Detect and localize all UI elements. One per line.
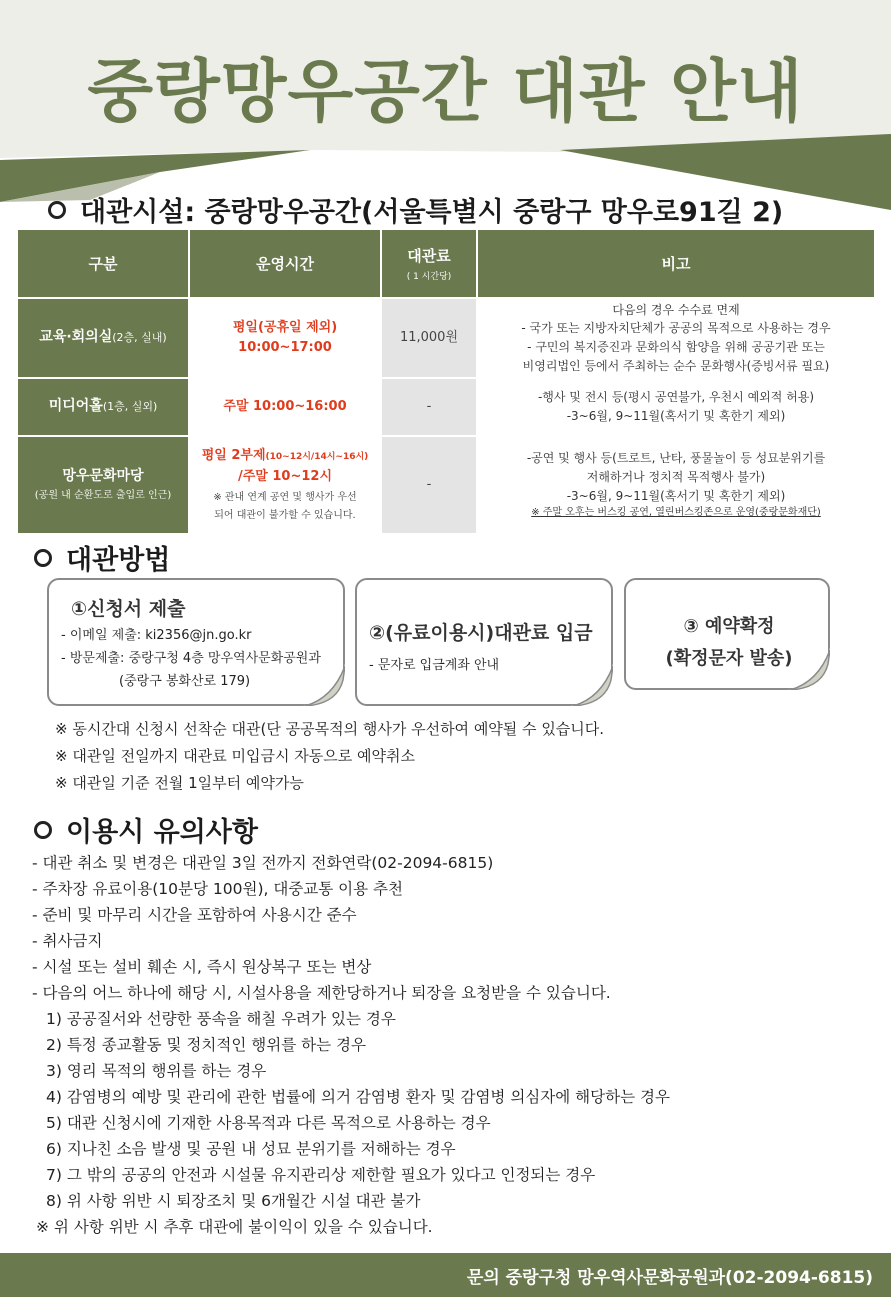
step-line: - 방문제출: 중랑구청 4층 망우역사문화공원과 [61, 651, 321, 666]
note-item: ※ 대관일 전일까지 대관료 미입금시 자동으로 예약취소 [55, 747, 415, 765]
method-heading-text: 대관방법 [66, 545, 171, 576]
hours-line-small: (10~12시/14시~16시) [265, 452, 369, 463]
row-note [477, 378, 875, 436]
note-line: -3~6월, 9~11월(혹서기 및 혹한기 제외) [566, 409, 786, 423]
cautions-footnote: ※ 위 사항 위반 시 추후 대관에 불이익이 있을 수 있습니다. [36, 1218, 433, 1236]
row-fee: - [381, 378, 477, 436]
note-line: 비영리법인 등에서 주최하는 순수 문화행사(증빙서류 필요) [522, 358, 830, 373]
header-hours: 운영시간 [189, 229, 381, 298]
row-category [17, 436, 189, 534]
category-sub: (1층, 실외) [102, 400, 158, 414]
cautions-list [32, 850, 670, 1240]
circle-bullet-icon [34, 549, 52, 567]
facility-table [16, 228, 876, 535]
hours-line: 평일(공휴일 제외) [232, 319, 338, 335]
cautions-heading-text: 이용시 유의사항 [66, 817, 258, 848]
note-line: 저해하거나 정치적 목적행사 불가) [586, 469, 766, 484]
list-sub-item: 7) 그 밖의 공공의 안전과 시설물 유지관리상 제한할 필요가 있다고 인정되는 경우 [46, 1166, 596, 1184]
page-title: 중랑망우공간 대관 안내 [87, 53, 804, 132]
table-row [17, 378, 875, 436]
facility-heading-text: 대관시설: 중랑망우공간(서울특별시 중랑구 망우로91길 2) [80, 197, 784, 228]
header-fee [381, 229, 477, 298]
circle-bullet-icon [48, 201, 66, 219]
step-card-payment [355, 578, 613, 706]
header-note: 비고 [477, 229, 875, 298]
note-underline: ※ 주말 오후는 버스킹 공연, 열린버스킹존으로 운영(중랑문화재단) [531, 507, 821, 519]
list-sub-item: 4) 감염병의 예방 및 관리에 관한 법률에 의거 감염병 환자 및 감염병 의심자에 해당하는 경우 [46, 1088, 670, 1106]
method-notes [55, 716, 604, 797]
list-sub-item: 1) 공공질서와 선량한 풍속을 해칠 우려가 있는 경우 [46, 1010, 396, 1028]
note-line: -공연 및 행사 등(트로트, 난타, 풍물놀이 등 성묘분위기를 [526, 451, 826, 466]
step-line: - 이메일 제출: ki2356@jn.go.kr [61, 628, 252, 643]
table-row [17, 298, 875, 378]
note-line: -행사 및 전시 등(평시 공연불가, 우천시 예외적 허용) [537, 390, 815, 405]
step-title: ①신청서 제출 [71, 598, 186, 620]
header-category: 구분 [17, 229, 189, 298]
list-sub-item: 2) 특정 종교활동 및 정치적인 행위를 하는 경우 [46, 1036, 366, 1054]
note-line: -3~6월, 9~11월(혹서기 및 혹한기 제외) [566, 488, 786, 503]
contact-info: 문의 중랑구청 망우역사문화공원과(02-2094-6815) [466, 1268, 873, 1288]
step-line: (중랑구 봉화산로 179) [119, 674, 251, 689]
row-fee: 11,000원 [381, 298, 477, 378]
row-note [477, 436, 875, 534]
table-header-row [17, 229, 875, 298]
row-hours [189, 436, 381, 534]
row-note [477, 298, 875, 378]
category-sub: (2층, 실내) [112, 331, 167, 345]
header-fee-sub: ( 1 시간당) [406, 272, 452, 282]
note-item: ※ 대관일 기준 전월 1일부터 예약가능 [55, 774, 304, 792]
step-title: ③ 예약확정 [683, 616, 775, 637]
list-item: - 다음의 어느 하나에 해당 시, 시설사용을 제한당하거나 퇴장을 요청받을 수 있습니다. [32, 984, 611, 1002]
hours-note: 되어 대관이 불가할 수 있습니다. [214, 510, 356, 522]
list-sub-item: 3) 영리 목적의 행위를 하는 경우 [46, 1062, 267, 1080]
list-sub-item: 6) 지나친 소음 발생 및 공원 내 성묘 분위기를 저해하는 경우 [46, 1140, 456, 1158]
category-label: 망우문화마당 [62, 468, 144, 485]
category-label: 미디어홀 [48, 398, 103, 415]
list-item: - 준비 및 마무리 시간을 포함하여 사용시간 준수 [32, 906, 357, 924]
list-sub-item: 5) 대관 신청시에 기재한 사용목적과 다른 목적으로 사용하는 경우 [46, 1114, 491, 1132]
page-curl-icon [788, 648, 830, 690]
circle-bullet-icon [34, 821, 52, 839]
note-line: - 구민의 복지증진과 문화의식 함양을 위해 공공기관 또는 [527, 340, 825, 354]
hours-line: /주말 10~12시 [237, 468, 333, 484]
category-sub: (공원 내 순환도로 출입로 인근) [34, 490, 172, 502]
cautions-section-heading [34, 810, 258, 849]
step-title: ②(유료이용시)대관료 입금 [369, 622, 593, 644]
hours-line: 평일 2부제 [201, 448, 266, 464]
row-category [17, 378, 189, 436]
header-fee-label: 대관료 [407, 247, 451, 265]
step-line: - 문자로 입금계좌 안내 [369, 658, 500, 673]
step-card-apply [47, 578, 345, 706]
page-curl-icon [571, 664, 613, 706]
list-item: - 대관 취소 및 변경은 대관일 3일 전까지 전화연락(02-2094-6815) [32, 854, 494, 872]
note-line: 다음의 경우 수수료 면제 [612, 302, 740, 317]
row-hours: 주말 10:00~16:00 [189, 378, 381, 436]
note-item: ※ 동시간대 신청시 선착순 대관(단 공공목적의 행사가 우선하여 예약될 수 있습니다. [55, 720, 605, 738]
method-section-heading [34, 538, 170, 577]
step-subtitle: (확정문자 발송) [665, 648, 793, 669]
category-label: 교육·회의실 [39, 329, 113, 346]
list-item: - 주차장 유료이용(10분당 100원), 대중교통 이용 추천 [32, 880, 403, 898]
footer-bar [0, 1253, 891, 1297]
hours-line: 10:00~17:00 [238, 340, 332, 355]
row-category [17, 298, 189, 378]
list-item: - 취사금지 [32, 932, 103, 950]
hours-note: ※ 관내 연계 공연 및 행사가 우선 [213, 491, 357, 503]
facility-section-heading [48, 190, 783, 229]
table-row [17, 436, 875, 534]
list-sub-item: 8) 위 사항 위반 시 퇴장조치 및 6개월간 시설 대관 불가 [46, 1192, 421, 1210]
row-fee: - [381, 436, 477, 534]
list-item: - 시설 또는 설비 훼손 시, 즉시 원상복구 또는 변상 [32, 958, 372, 976]
page-curl-icon [303, 664, 345, 706]
row-hours [189, 298, 381, 378]
note-line: - 국가 또는 지방자치단체가 공공의 목적으로 사용하는 경우 [521, 321, 831, 336]
step-card-confirm [624, 578, 830, 690]
